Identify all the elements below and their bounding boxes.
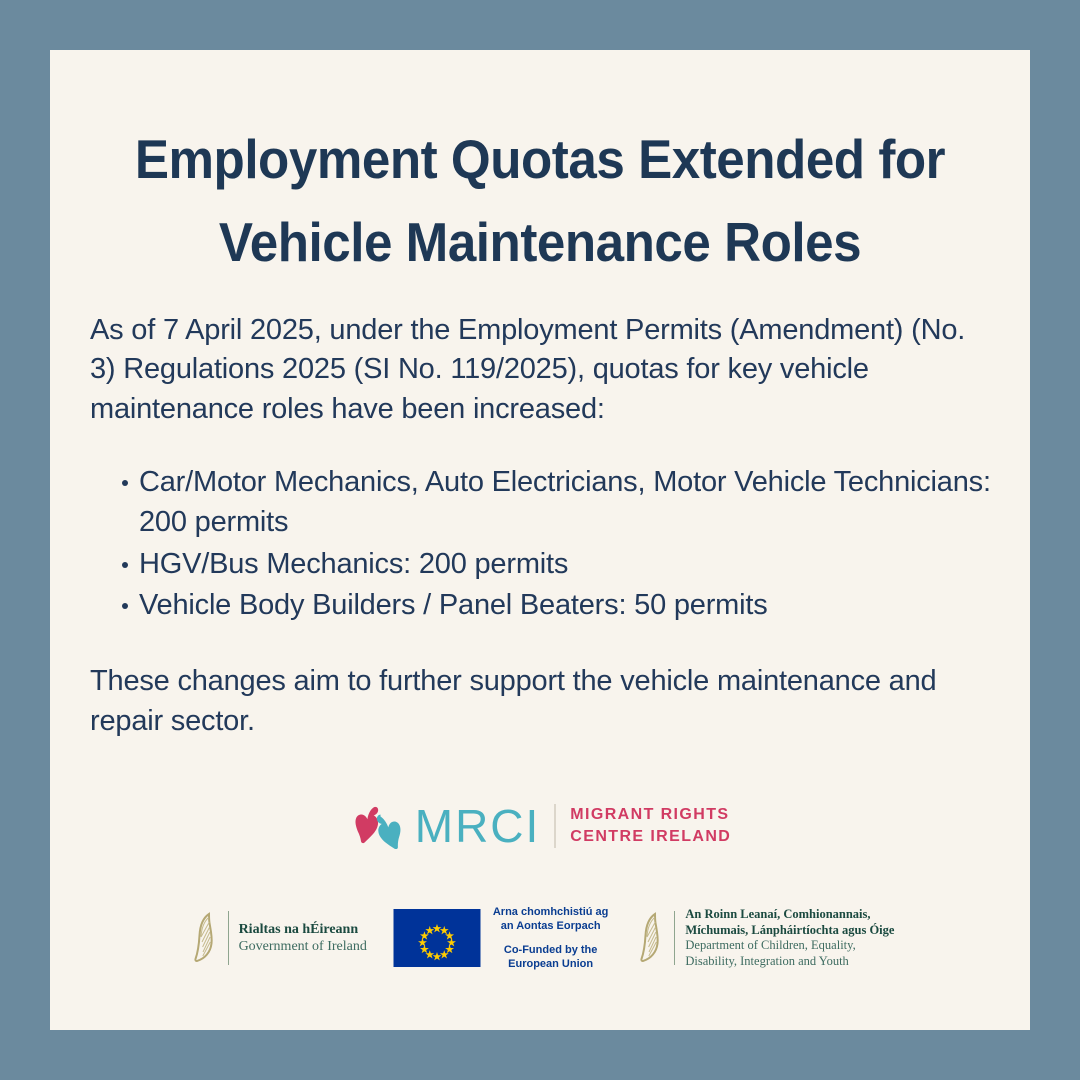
dept-english-line2: Disability, Integration and Youth	[685, 953, 849, 968]
mrci-tagline-line1: MIGRANT RIGHTS	[570, 806, 730, 824]
irish-harp-icon	[188, 911, 218, 965]
spacer	[493, 934, 609, 943]
list-item: HGV/Bus Mechanics: 200 permits	[122, 545, 992, 585]
eu-irish-line2: an Aontas Eorpach	[500, 920, 601, 933]
two-figures-heart-icon	[351, 803, 401, 849]
funder-department-of-children	[634, 907, 894, 970]
government-of-ireland-text	[239, 921, 367, 956]
eu-english-line1: Co-Funded by the	[503, 943, 598, 956]
mrci-tagline	[570, 804, 731, 847]
department-of-children-text	[685, 907, 894, 970]
page-title: Employment Quotas Extended for Vehicle Maintenance Roles	[134, 128, 946, 273]
funder-logos	[90, 905, 992, 971]
body-content	[50, 311, 1030, 971]
list-item: Vehicle Body Builders / Panel Beaters: 50 permits	[122, 586, 992, 626]
mrci-tagline-line2: CENTRE IRELAND	[570, 828, 732, 846]
mrci-divider	[554, 804, 556, 848]
divider	[228, 911, 229, 965]
eu-funding-text	[493, 905, 609, 971]
mrci-logo	[90, 800, 992, 853]
divider	[674, 911, 675, 965]
funder-government-of-ireland	[188, 911, 367, 965]
quota-list	[90, 463, 992, 626]
eu-irish-line1: Arna chomhchistiú ag	[492, 906, 609, 919]
eu-english-line2: European Union	[508, 957, 594, 970]
closing-paragraph: These changes aim to further support the vehicle maintenance and repair sector.	[90, 665, 937, 737]
eu-flag-icon	[393, 909, 481, 967]
dept-english-line1: Department of Children, Equality,	[685, 938, 856, 953]
funder-european-union	[393, 905, 609, 971]
gov-irish-label: Rialtas na hÉireann	[238, 921, 359, 937]
dept-irish-line1: An Roinn Leanaí, Comhionannais,	[685, 906, 871, 921]
irish-harp-icon	[634, 911, 664, 965]
mrci-wordmark: MRCI	[414, 800, 541, 853]
intro-paragraph: As of 7 April 2025, under the Employment Permits (Amendment) (No. 3) Regulations 2025 (SI No. 119/2025), quotas for key vehicle maintenance roles have been increased:	[90, 314, 966, 425]
gov-english-label: Government of Ireland	[238, 939, 367, 955]
dept-irish-line2: Míchumais, Lánpháirtíochta agus Óige	[685, 922, 895, 937]
list-item: Car/Motor Mechanics, Auto Electricians, Motor Vehicle Technicians: 200 permits	[122, 463, 992, 542]
info-card	[50, 50, 1030, 1030]
